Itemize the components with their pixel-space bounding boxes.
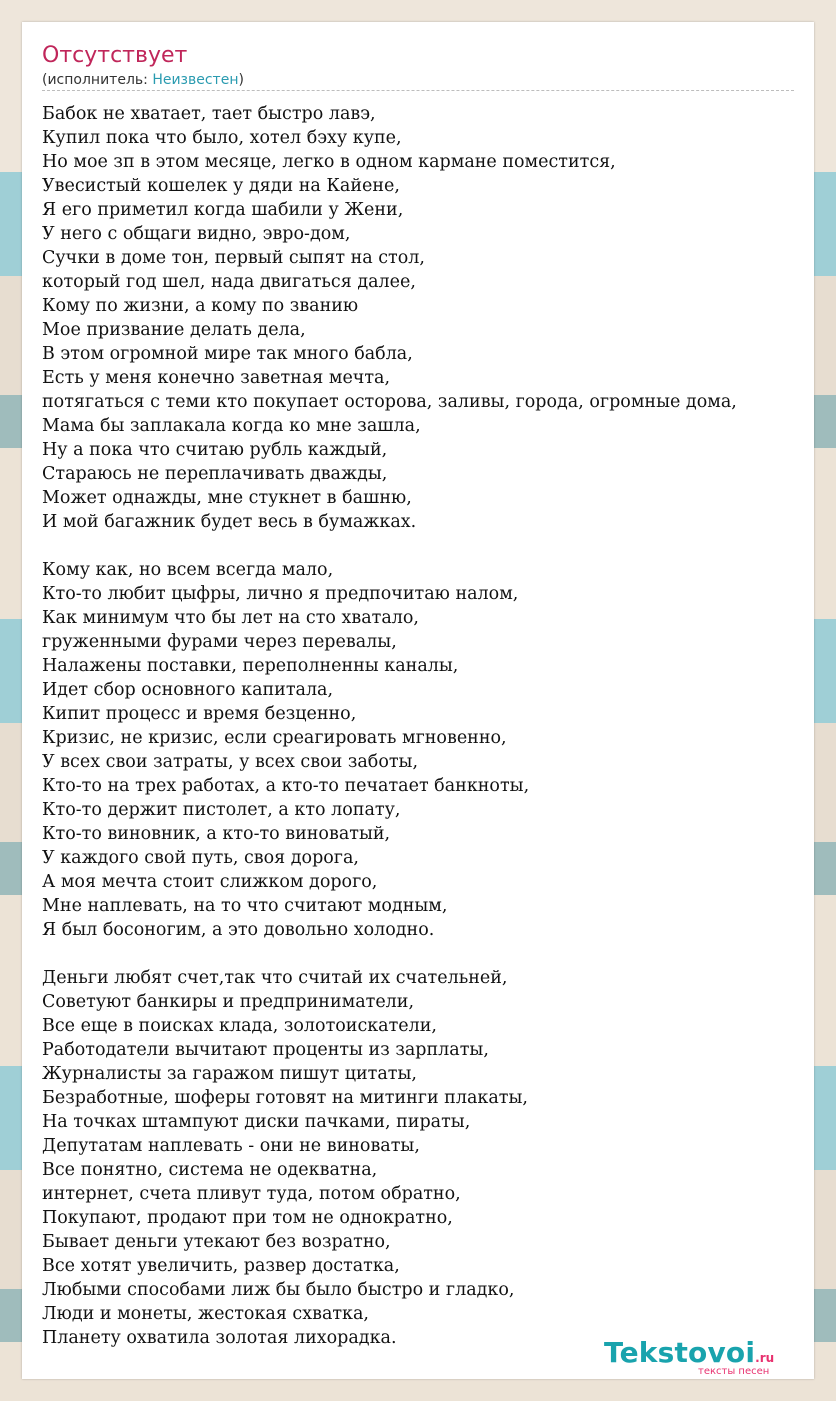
lyric-line: Но мое зп в этом месяце, легко в одном кармане поместится,	[42, 152, 616, 172]
lyric-line: Бывает деньги утекают без возратно,	[42, 1232, 391, 1252]
lyric-line: Ну а пока что считаю рубль каждый,	[42, 440, 388, 460]
lyrics-text	[42, 102, 737, 1350]
lyrics-page	[22, 22, 814, 1379]
lyric-line: Как минимум что бы лет на сто хватало,	[42, 608, 419, 628]
lyric-line: Кто-то виновник, а кто-то виноватый,	[42, 824, 391, 844]
song-title: Отсутствует	[42, 43, 188, 68]
lyric-line: Деньги любят счет,так что считай их счательней,	[42, 968, 508, 988]
lyric-line: Увесистый кошелек у дяди на Кайене,	[42, 176, 400, 196]
lyric-line	[42, 942, 737, 966]
lyric-line: В этом огромной мире так много бабла,	[42, 344, 413, 364]
lyric-line: Мама бы заплакала когда ко мне зашла,	[42, 416, 421, 436]
lyric-line	[42, 534, 737, 558]
logo-tld: .ru	[755, 1351, 775, 1365]
lyric-line: Все хотят увеличить, развер достатка,	[42, 1256, 400, 1276]
lyric-line: Есть у меня конечно заветная мечта,	[42, 368, 391, 388]
lyric-line: Стараюсь не переплачивать дважды,	[42, 464, 388, 484]
lyric-line: Бабок не хватает, тает быстро лавэ,	[42, 104, 376, 124]
lyric-line: Я был босоногим, а это довольно холодно.	[42, 920, 435, 940]
lyric-line: Кризис, не кризис, если среагировать мгновенно,	[42, 728, 507, 748]
lyric-line: Работодатели вычитают проценты из зарплаты,	[42, 1040, 489, 1060]
artist-link[interactable]: Неизвестен	[152, 72, 239, 88]
lyric-line: Я его приметил когда шабили у Жени,	[42, 200, 404, 220]
lyric-line: Кто-то на трех работах, а кто-то печатает банкноты,	[42, 776, 530, 796]
lyric-line: На точках штампуют диски пачками, пираты,	[42, 1112, 471, 1132]
artist-suffix: )	[238, 72, 244, 88]
lyric-line: Журналисты за гаражом пишут цитаты,	[42, 1064, 417, 1084]
lyric-line: А моя мечта стоит слижком дорого,	[42, 872, 378, 892]
logo-name: Tekstovoi	[604, 1336, 756, 1369]
header-divider	[42, 90, 794, 91]
lyric-line: Мне наплевать, на то что считают модным,	[42, 896, 448, 916]
lyric-line: Покупают, продают при том не однократно,	[42, 1208, 453, 1228]
lyric-line: Планету охватила золотая лихорадка.	[42, 1328, 397, 1348]
lyric-line: Мое призвание делать дела,	[42, 320, 306, 340]
lyric-line: Кому как, но всем всегда мало,	[42, 560, 334, 580]
lyric-line: Любыми способами лиж бы было быстро и гладко,	[42, 1280, 515, 1300]
lyric-line: Купил пока что было, хотел бэху купе,	[42, 128, 402, 148]
lyric-line: Сучки в доме тон, первый сыпят на стол,	[42, 248, 425, 268]
lyric-line: Идет сбор основного капитала,	[42, 680, 334, 700]
lyric-line: Кому по жизни, а кому по званию	[42, 296, 359, 316]
lyric-line: потягаться с теми кто покупает осторова, заливы, города, огромные дома,	[42, 392, 737, 412]
lyric-line: И мой багажник будет весь в бумажках.	[42, 512, 417, 532]
lyric-line: Кто-то любит цыфры, лично я предпочитаю налом,	[42, 584, 519, 604]
lyric-line: Кто-то держит пистолет, а кто лопату,	[42, 800, 401, 820]
lyric-line: Может однажды, мне стукнет в башню,	[42, 488, 412, 508]
site-logo[interactable]	[604, 1336, 810, 1378]
lyric-line: интернет, счета пливут туда, потом обратно,	[42, 1184, 461, 1204]
lyric-line: груженными фурами через перевалы,	[42, 632, 397, 652]
lyric-line: Советуют банкиры и предприниматели,	[42, 992, 415, 1012]
artist-line	[42, 71, 244, 89]
lyric-line: У каждого свой путь, своя дорога,	[42, 848, 359, 868]
lyric-line: Все еще в поисках клада, золотоискатели,	[42, 1016, 437, 1036]
artist-prefix: (исполнитель:	[42, 72, 153, 88]
lyric-line: который год шел, нада двигаться далее,	[42, 272, 416, 292]
lyric-line: У всех свои затраты, у всех свои заботы,	[42, 752, 419, 772]
lyric-line: Безработные, шоферы готовят на митинги плакаты,	[42, 1088, 528, 1108]
lyric-line: Все понятно, система не одекватна,	[42, 1160, 378, 1180]
logo-tagline: тексты песен	[698, 1366, 770, 1377]
lyric-line: Кипит процесс и время безценно,	[42, 704, 357, 724]
lyric-line: Люди и монеты, жестокая схватка,	[42, 1304, 369, 1324]
lyric-line: Депутатам наплевать - они не виноваты,	[42, 1136, 420, 1156]
lyric-line: Налажены поставки, переполненны каналы,	[42, 656, 459, 676]
lyric-line: У него с общаги видно, эвро-дом,	[42, 224, 351, 244]
